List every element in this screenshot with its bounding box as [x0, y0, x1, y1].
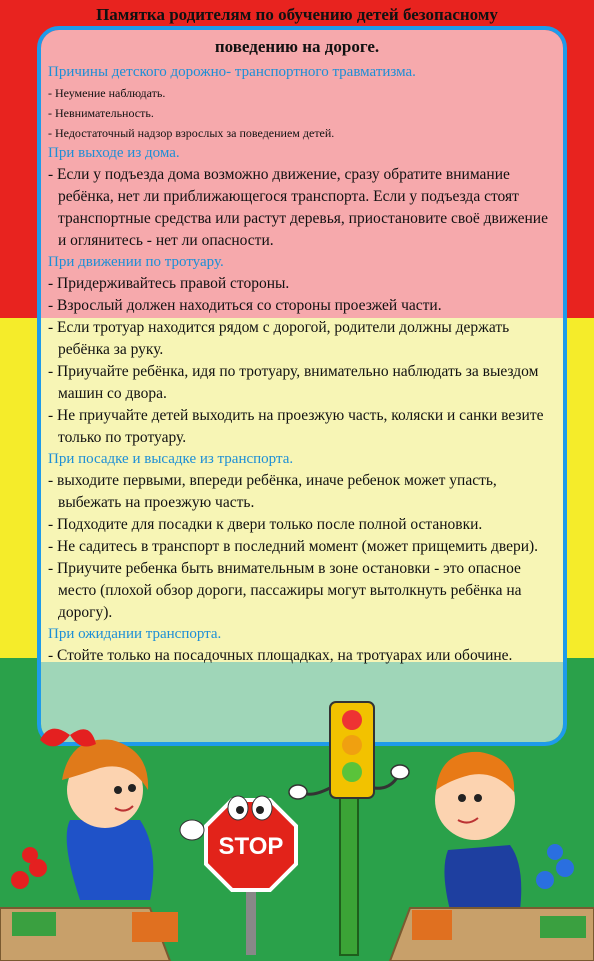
traffic-light-icon — [289, 702, 409, 955]
section-heading: Причины детского дорожно- транспортного травматизма. — [48, 64, 416, 80]
list-item: - Неумение наблюдать. — [48, 86, 166, 100]
list-item: - выходите первыми, впереди ребёнка, иначе ребенок может упасть, выбежать на проезжую часть. — [48, 472, 497, 511]
illustration — [0, 680, 594, 961]
title-line-1: Памятка родителям по обучению детей безопасному — [96, 5, 498, 24]
list-item: - Придерживайтесь правой стороны. — [48, 275, 290, 292]
stop-sign-label: STOP — [218, 833, 284, 860]
list-item: - Недостаточный надзор взрослых за поведением детей. — [48, 126, 335, 140]
list-item: - Не садитесь в транспорт в последний момент (может прищемить двери). — [48, 538, 539, 555]
section-heading: При ожидании транспорта. — [48, 626, 222, 642]
list-item: - Если тротуар находится рядом с дорогой, родители должны держать ребёнка за руку. — [48, 319, 510, 358]
girl-icon — [40, 729, 153, 900]
list-item: - Не приучайте детей выходить на проезжую часть, коляски и санки везите только по тротуару. — [48, 407, 544, 446]
list-item: - Подходите для посадки к двери только после полной остановки. — [48, 516, 483, 533]
section-heading: При выходе из дома. — [48, 145, 180, 161]
memo-content — [48, 62, 558, 667]
desk-icon — [0, 908, 594, 961]
section-heading: При посадке и высадке из транспорта. — [48, 451, 294, 467]
list-item: - Если у подъезда дома возможно движение, сразу обратите внимание ребёнка, нет ли приближающегося транспорта. Если у подъезда стоят транспортные средства или растут деревья, приостановите своё движение и оглянитесь - нет ли опасности. — [48, 166, 548, 249]
list-item: - Невнимательность. — [48, 106, 154, 120]
list-item: - Приучайте ребёнка, идя по тротуару, внимательно наблюдать за выездом машин со двора. — [48, 363, 539, 402]
section-heading: При движении по тротуару. — [48, 254, 224, 270]
boy-icon — [435, 752, 521, 910]
list-item: - Стойте только на посадочных площадках, на тротуарах или обочине. — [48, 647, 513, 664]
list-item: - Взрослый должен находиться со стороны проезжей части. — [48, 297, 442, 314]
stop-sign-icon — [180, 796, 296, 955]
list-item: - Приучите ребенка быть внимательным в зоне остановки - это опасное место (плохой обзор дороги, пассажиры могут вытолкнуть ребёнка на дорогу). — [48, 560, 522, 621]
title-line-2: поведению на дороге. — [214, 37, 380, 56]
